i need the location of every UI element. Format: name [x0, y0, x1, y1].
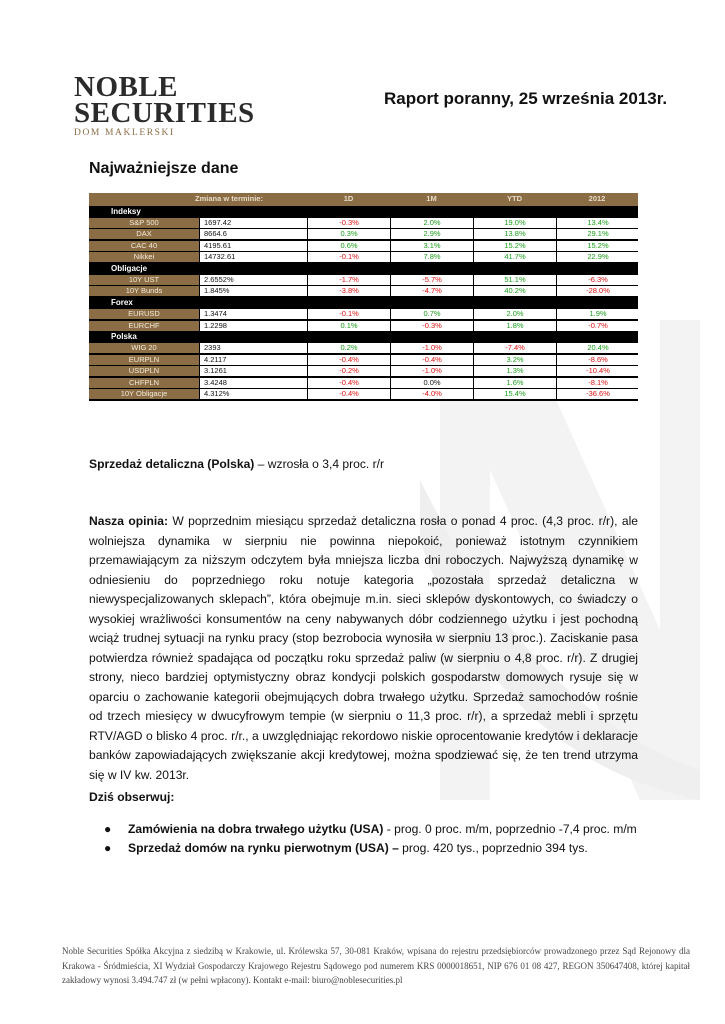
change-cell-ytd: 51.1%: [474, 275, 556, 285]
change-cell-m1: -5.7%: [391, 275, 473, 285]
row-label: S&P 500: [89, 218, 199, 228]
row-label: DAX: [89, 229, 199, 239]
header-cell: Zmiana w terminie:: [195, 194, 263, 203]
market-data-table: [89, 193, 638, 401]
change-cell-d1: -0.1%: [308, 252, 390, 262]
change-cell-y2012: 15.2%: [557, 241, 639, 251]
header-cell: 1D: [343, 194, 354, 203]
watch-title: Dziś obserwuj:: [89, 790, 175, 804]
logo-line-3: DOM MAKLERSKI: [74, 128, 175, 138]
list-item-bold: Zamówienia na dobra trwałego użytku (USA): [128, 822, 384, 836]
change-cell-y2012: -10.4%: [557, 366, 639, 376]
row-label: 10Y UST: [89, 275, 199, 285]
header-cell: YTD: [507, 194, 522, 203]
legal-footer: Noble Securities Spółka Akcyjna z siedzibą w Krakowie, ul. Królewska 57, 30-081 Kraków, wpisana do rejestru przedsiębiorców prowadzonego przez Sąd Rejonowy dla Krakowa - Śródmieścia, XI Wydział Gospodarczy Krajowego Rejestru Sądowego pod numerem KRS 0000018651, NIP 676 01 08 427, REGON 350647408, której kapitał zakładowy wynosi 3.494.747 zł (w pełni wpłacony). Kontakt e-mail: biuro@noblesecurities.pl: [62, 946, 690, 985]
change-cell-ytd: -7.4%: [474, 343, 556, 353]
opinion-text: W poprzednim miesiącu sprzedaż detaliczna rosła o ponad 4 proc. (4,3 proc. r/r), ale wolniejsza dynamika w sierpniu nie powinna niepokoić, ponieważ istotnym czynnikiem przemawiającym za niższym odczytem była mniejsza liczba dni roboczych. Najwyższą dynamikę w odniesieniu do poprzedniego roku notuje kategoria „pozostała sprzedaż detaliczna w niewyspecjalizowanych sklepach”, która obejmuje m.in. sieci sklepów dyskontowych, co świadczy o wysokiej wrażliwości konsumentów na ceny nabywanych dóbr codziennego użytku i jest pochodną wciąż trudnej sytuacji na rynku pracy (stop bezrobocia wynosiła w sierpniu 13 proc.). Zaciskanie pasa potwierdza również spadająca od początku roku sprzedaż paliw (w sierpniu o 4,8 proc. r/r). Z drugiej strony, nieco bardziej optymistyczny obraz kondycji polskich gospodarstw domowych rysuje się w oparciu o zachowanie kategorii obejmujących dobra trwałego użytku. Sprzedaż samochodów rośnie od trzech miesięcy w dwucyfrowym tempie (w sierpniu o 11,3 proc. r/r), a sprzedaż mebli i sprzętu RTV/AGD o blisko 4 proc. r/r., a uwzględniając rekordowo niskie oprocentowanie kredytów i deklaracje banków zapowiadających zwiększanie akcji kredytowej, można spodziewać się, że ten trend utrzyma się w IV kw. 2013r.: [89, 514, 638, 782]
table-row: [89, 218, 638, 229]
list-item: [104, 839, 664, 858]
change-cell-y2012: 22.9%: [557, 252, 639, 262]
row-value: 1.2298: [200, 321, 307, 331]
bullet-icon: ●: [104, 822, 112, 836]
change-cell-ytd: 40.2%: [474, 286, 556, 296]
change-cell-d1: 0.1%: [308, 321, 390, 331]
row-label: 10Y Obligacje: [89, 389, 199, 399]
change-cell-d1: -0.4%: [308, 355, 390, 365]
change-cell-d1: -3.8%: [308, 286, 390, 296]
table-row: [89, 309, 638, 320]
row-label: CHFPLN: [89, 378, 199, 388]
change-cell-d1: 0.2%: [308, 343, 390, 353]
change-cell-m1: 0.0%: [391, 378, 473, 388]
row-label: WIG 20: [89, 343, 199, 353]
row-value: 1697.42: [200, 218, 307, 228]
list-item: [104, 820, 664, 839]
section-label: Polska: [111, 331, 137, 341]
change-cell-y2012: 13.4%: [557, 218, 639, 228]
change-cell-m1: -0.3%: [391, 321, 473, 331]
section-row: [89, 207, 638, 218]
section-row: [89, 264, 638, 275]
row-label: EURUSD: [89, 309, 199, 319]
change-cell-ytd: 2.0%: [474, 309, 556, 319]
list-item-text: prog. 420 tys., poprzednio 394 tys.: [398, 841, 588, 855]
row-value: 1.3474: [200, 309, 307, 319]
list-item-text: - prog. 0 proc. m/m, poprzednio -7,4 proc. m/m: [383, 822, 637, 836]
table-row: [89, 321, 638, 332]
section-title: Najważniejsze dane: [89, 160, 239, 177]
header-cell: 1M: [426, 194, 437, 203]
bullet-icon: ●: [104, 841, 112, 855]
logo-line-2: SECURITIES: [74, 97, 255, 129]
row-value: 4.312%: [200, 389, 307, 399]
section-label: Forex: [111, 297, 133, 307]
table-row: [89, 378, 638, 389]
row-label: 10Y Bunds: [89, 286, 199, 296]
change-cell-m1: 2.9%: [391, 229, 473, 239]
row-value: 1.845%: [200, 286, 307, 296]
row-label: USDPLN: [89, 366, 199, 376]
section-label: Obligacje: [111, 263, 148, 273]
change-cell-m1: -4.0%: [391, 389, 473, 399]
row-value: 4.2117: [200, 355, 307, 365]
change-cell-y2012: 29.1%: [557, 229, 639, 239]
change-cell-ytd: 15.2%: [474, 241, 556, 251]
change-cell-ytd: 13.8%: [474, 229, 556, 239]
table-row: [89, 286, 638, 297]
section-row: [89, 332, 638, 343]
row-value: 2.6552%: [200, 275, 307, 285]
retail-sales-text: – wzrosła o 3,4 proc. r/r: [254, 457, 385, 471]
row-value: 14732.61: [200, 252, 307, 262]
change-cell-y2012: -8.6%: [557, 355, 639, 365]
table-row: [89, 389, 638, 400]
row-value: 3.4248: [200, 378, 307, 388]
change-cell-d1: -0.1%: [308, 309, 390, 319]
retail-sales-label: Sprzedaż detaliczna (Polska): [89, 457, 255, 471]
retail-sales-line: [89, 455, 638, 475]
section-label: Indeksy: [111, 206, 141, 216]
change-cell-m1: 2.0%: [391, 218, 473, 228]
row-value: 3.1261: [200, 366, 307, 376]
change-cell-d1: -0.2%: [308, 366, 390, 376]
row-label: Nikkei: [89, 252, 199, 262]
row-value: 2393: [200, 343, 307, 353]
change-cell-d1: -0.3%: [308, 218, 390, 228]
row-value: 4195.61: [200, 241, 307, 251]
change-cell-m1: 3.1%: [391, 241, 473, 251]
opinion-paragraph: [89, 512, 638, 785]
change-cell-ytd: 41.7%: [474, 252, 556, 262]
change-cell-ytd: 19.0%: [474, 218, 556, 228]
header-cell: 2012: [588, 194, 606, 203]
change-cell-y2012: 1.9%: [557, 309, 639, 319]
change-cell-m1: -0.4%: [391, 355, 473, 365]
change-cell-d1: -0.4%: [308, 389, 390, 399]
change-cell-ytd: 1.3%: [474, 366, 556, 376]
row-label: CAC 40: [89, 241, 199, 251]
change-cell-ytd: 15.4%: [474, 389, 556, 399]
row-label: EURCHF: [89, 321, 199, 331]
table-row: [89, 241, 638, 252]
watch-list: [104, 820, 664, 858]
report-title: Raport poranny, 25 września 2013r.: [384, 89, 668, 108]
table-row: [89, 229, 638, 240]
company-logo: [74, 71, 255, 144]
list-item-bold: Sprzedaż domów na rynku pierwotnym (USA) –: [128, 841, 399, 855]
change-cell-y2012: -0.7%: [557, 321, 639, 331]
change-cell-m1: -1.0%: [391, 366, 473, 376]
change-cell-d1: -0.4%: [308, 378, 390, 388]
change-cell-d1: 0.3%: [308, 229, 390, 239]
change-cell-y2012: -6.3%: [557, 275, 639, 285]
change-cell-ytd: 1.6%: [474, 378, 556, 388]
change-cell-ytd: 1.8%: [474, 321, 556, 331]
table-header-row: [89, 193, 638, 206]
opinion-label: Nasza opinia:: [89, 514, 168, 528]
table-row: [89, 355, 638, 366]
change-cell-y2012: -36.6%: [557, 389, 639, 399]
table-row: [89, 252, 638, 263]
change-cell-y2012: -8.1%: [557, 378, 639, 388]
change-cell-m1: -4.7%: [391, 286, 473, 296]
change-cell-y2012: -28.0%: [557, 286, 639, 296]
table-row: [89, 343, 638, 354]
row-value: 8664.6: [200, 229, 307, 239]
row-label: EURPLN: [89, 355, 199, 365]
change-cell-m1: 7.8%: [391, 252, 473, 262]
change-cell-m1: -1.0%: [391, 343, 473, 353]
logo-line-1: NOBLE: [74, 71, 179, 103]
change-cell-ytd: 3.2%: [474, 355, 556, 365]
change-cell-d1: -1.7%: [308, 275, 390, 285]
table-row: [89, 275, 638, 286]
table-row: [89, 366, 638, 377]
change-cell-y2012: 20.4%: [557, 343, 639, 353]
change-cell-m1: 0.7%: [391, 309, 473, 319]
change-cell-d1: 0.6%: [308, 241, 390, 251]
section-row: [89, 298, 638, 309]
